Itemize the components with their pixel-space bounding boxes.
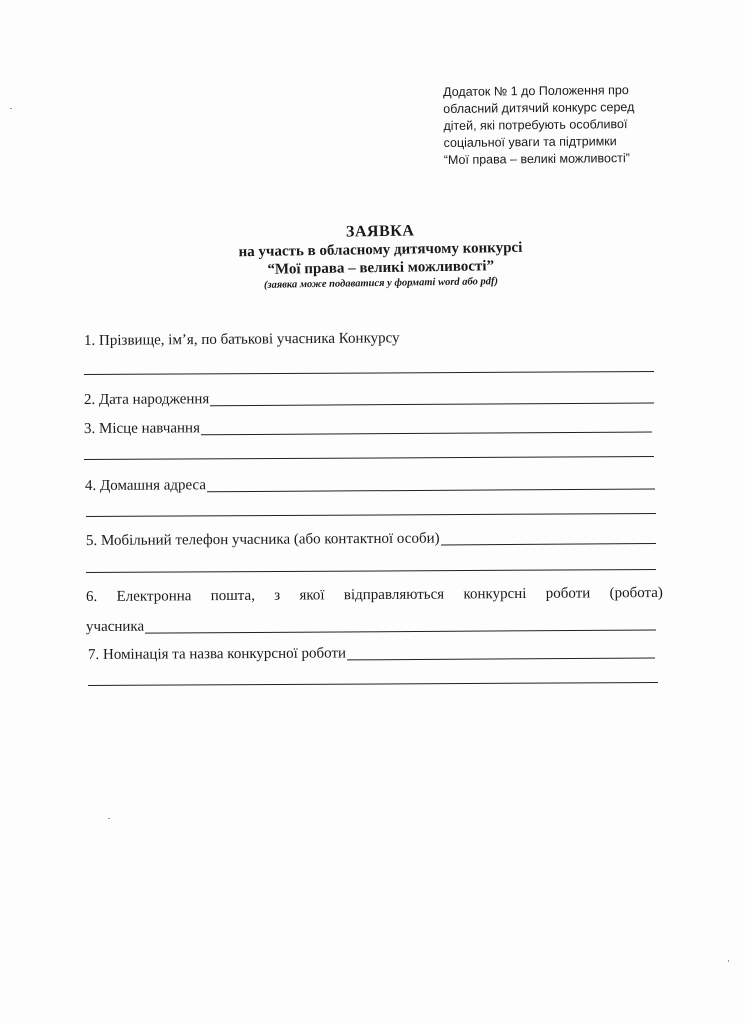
appendix-line: обласний дитячий конкурс серед — [443, 99, 635, 116]
appendix-line: “Мої права – великі можливості” — [443, 151, 630, 167]
email-label-word: відправляються — [343, 586, 445, 604]
mobile-phone-line-2[interactable] — [86, 569, 656, 573]
email-label-word: роботи — [545, 585, 591, 602]
field-school-label: 3. Місце навчання — [83, 420, 200, 437]
nomination-line[interactable] — [347, 658, 655, 661]
appendix-line: дітей, які потребують особливої — [443, 117, 628, 133]
email-label-word: якої — [299, 587, 325, 604]
email-label-word: 6. — [85, 588, 98, 605]
email-line[interactable] — [145, 630, 656, 634]
field-home-address — [85, 475, 655, 495]
school-line[interactable] — [201, 432, 652, 436]
field-birth-date-label: 2. Дата народження — [83, 391, 210, 408]
page-title: ЗАЯВКА — [345, 222, 415, 241]
field-full-name-label: 1. Прізвище, ім’я, по батькові учасника Конкурсу — [83, 330, 400, 349]
email-label-word: пошта, — [210, 587, 255, 605]
field-email — [86, 585, 663, 606]
format-note: (заявка може подаватися у форматі word або pdf) — [263, 276, 499, 291]
nomination-line-2[interactable] — [88, 682, 658, 686]
field-full-name — [84, 330, 400, 350]
email-label-word: з — [274, 587, 281, 604]
home-address-line-2[interactable] — [86, 513, 656, 517]
field-home-address-label: 4. Домашня адреса — [84, 477, 207, 494]
birth-date-line[interactable] — [210, 403, 654, 407]
document-heading — [170, 219, 591, 295]
field-nomination — [88, 644, 655, 664]
field-mobile-phone — [86, 529, 656, 550]
school-line-2[interactable] — [84, 456, 654, 460]
appendix-line: соціальної уваги та підтримки — [443, 134, 617, 150]
email-label-word: Електронна — [116, 588, 192, 605]
scan-speck — [10, 108, 12, 109]
field-mobile-phone-label: 5. Мобільний телефон учасника (або контактної особи) — [85, 530, 440, 549]
field-nomination-label: 7. Номінація та назва конкурсної роботи — [87, 645, 347, 663]
field-email-cont — [86, 616, 656, 636]
field-email-cont-label: учасника — [85, 618, 145, 635]
field-school — [84, 418, 652, 438]
scan-speck — [108, 818, 110, 819]
full-name-line[interactable] — [84, 371, 654, 375]
scan-speck — [728, 960, 729, 962]
field-birth-date — [84, 389, 654, 409]
mobile-phone-line[interactable] — [441, 543, 656, 546]
appendix-line: Додаток № 1 до Положення про — [443, 83, 629, 99]
email-label-word: (робота) — [609, 584, 663, 602]
home-address-line[interactable] — [207, 489, 655, 493]
heading-subtitle: на участь в обласному дитячому конкурсі — [238, 239, 523, 261]
email-label-word: конкурсні — [463, 585, 527, 603]
appendix-note — [443, 82, 674, 169]
contest-name: “Мої права – великі можливості” — [267, 258, 495, 278]
